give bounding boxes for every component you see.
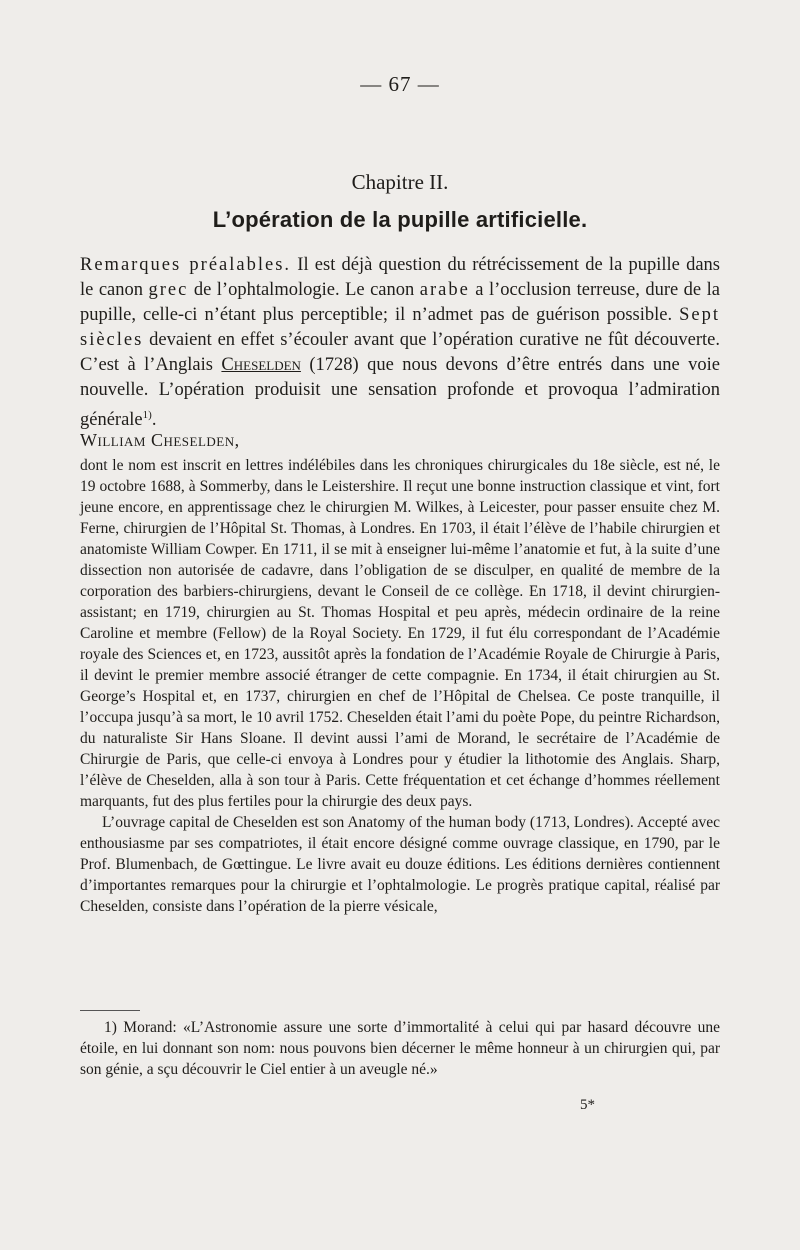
intro-text-6: . [151,410,157,431]
page-number: — 67 — [360,72,440,96]
signature-mark: 5* [580,1097,595,1113]
footnote-reference: 1) [142,409,152,421]
intro-sept-siecles: Sept siècles [80,305,720,350]
page-title: L’opération de la pupille artificielle. [212,207,588,232]
footnote: 1) Morand: «L’Astronomie assure une sorte d’immortalité à celui qui par hasard découvre une étoile, en lui donnant son nom: nous pouvons bien décerner le même honneur à un chirurgien qui, par son génie, a sçu découvrir le Ciel entier à un aveugle né.» [80,1019,720,1078]
chapter-heading: Chapitre II. [351,170,449,194]
intro-lead: Remarques préalables. [80,255,292,275]
intro-grec: grec [148,280,189,300]
intro-arabe: arabe [419,280,470,300]
intro-text-5: (1728) que nous devons d’être entrés dans une voie nouvelle. L’opération produisit une sensation profonde et provoqua l’admiration générale [80,355,720,431]
intro-text-4: devaient en effet s’écouler avant que l’opération curative ne fût découverte. C’est à l’Anglais [80,330,720,375]
section-heading: William Cheselden, [80,430,240,450]
body-paragraph-1: dont le nom est inscrit en lettres indélébiles dans les chroniques chirurgicales du 18e siècle, est né, le 19 octobre 1688, à Sommerby, dans le Leistershire. Il reçut une bonne instruction classique et vint, fort jeune encore, en apprentissage chez le chirurgien M. Wilkes, à Leicester, pour passer ensuite chez M. Ferne, chirurgien de l’Hôpital St. Thomas, à Londres. En 1703, il était l’élève de l’habile chirurgien et anatomiste William Cowper. En 1711, il se mit à enseigner lui-même l’anatomie et fut, à la suite d’une dissection non autorisée de cadavre, dans l’obligation de se disculper, en qualité de membre de la corporation des barbiers-chirurgiens, devant le Conseil de ce collège. En 1718, il devint chirurgien-assistant; en 1719, chirurgien au St. Thomas Hospital et peu après, médecin ordinaire de la reine Caroline et membre (Fellow) de la Royal Society. En 1729, il fut élu correspondant de l’Académie royale des Sciences et, en 1723, aussitôt après la fondation de l’Académie Royale de Chirurgie à Paris, il devint le premier membre associé étranger de cette compagnie. En 1734, il était chirurgien au St. George’s Hospital et, en 1737, chirurgien en chef de l’Hôpital de Chelsea. Ce poste tranquille, il l’occupa jusqu’à sa mort, le 10 avril 1752. Cheselden était l’ami du poète Pope, du peintre Richardson, du naturaliste Sir Hans Sloane. Il devint aussi l’ami de Morand, le secrétaire de l’Académie de Chirurgie de Paris, que celle-ci envoya à Londres pour y étudier la lithotomie des Anglais. Sharp, l’élève de Cheselden, alla à son tour à Paris. Cette fréquentation et cet échange d’hommes réellement marquants, fut des plus fertiles pour la chirurgie des deux pays. [80,457,720,810]
body-text [80,455,720,917]
intro-text-3: a l’occlusion terreuse, dure de la pupille, celle-ci n’étant plus perceptible; il n’admet pas de guérison possible. [80,280,720,325]
intro-cheselden: Cheselden [221,355,301,375]
intro-text-1: Il est déjà question du rétrécissement de la pupille dans le canon [80,255,721,300]
footnote-divider [80,1010,140,1011]
body-paragraph-2: L’ouvrage capital de Cheselden est son Anatomy of the human body (1713, Londres). Accepté avec enthousiasme par ses compatriotes, il était encore désigné comme ouvrage classique, en 1790, par le Prof. Blumenbach, de Gœttingue. Le livre avait eu douze éditions. Les éditions dernières contiennent d’importantes remarques pour la chirurgie et l’ophtalmologie. Le progrès pratique capital, réalisé par Cheselden, consiste dans l’opération de la pierre vésicale, [80,814,720,915]
intro-paragraph [80,253,720,433]
intro-text-2: de l’ophtalmologie. Le canon [188,280,420,300]
